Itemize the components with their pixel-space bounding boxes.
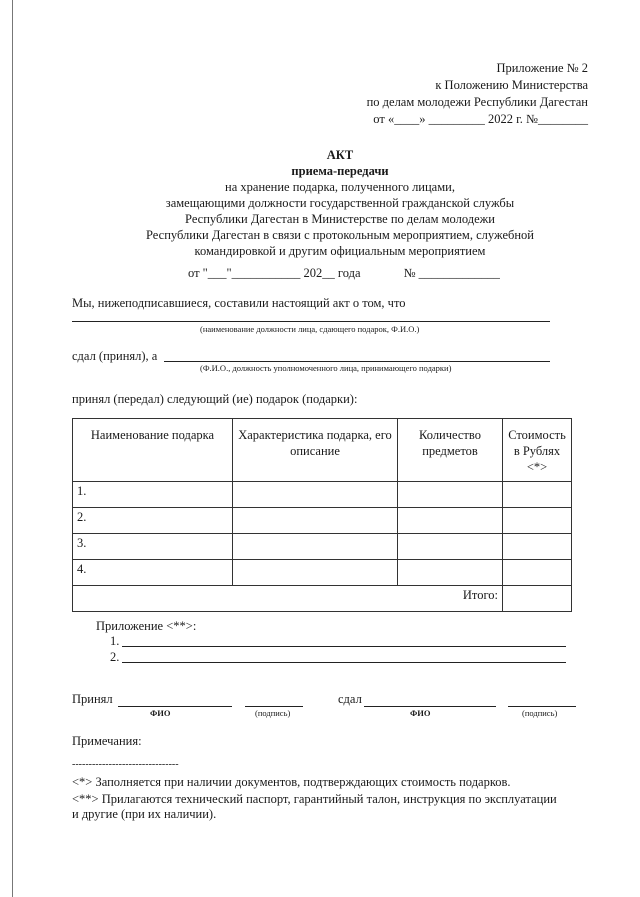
handed-sign-label: сдал xyxy=(338,692,362,706)
row-number[interactable]: 2. xyxy=(73,508,233,534)
date-field[interactable]: от "___"___________ 202__ года xyxy=(188,266,361,280)
handed-label: сдал (принял), а xyxy=(72,349,158,363)
note-2: <**> Прилагаются технический паспорт, гарантийный талон, инструкция по эксплуатации xyxy=(72,792,557,806)
total-cost[interactable] xyxy=(503,586,572,612)
cell-quantity[interactable] xyxy=(398,560,503,586)
title-kind: приема-передачи xyxy=(291,164,389,178)
notes-label: Примечания: xyxy=(72,734,142,748)
note-1: <*> Заполняется при наличии документов, подтверждающих стоимость подарков. xyxy=(72,775,511,789)
gifts-table xyxy=(72,418,572,612)
cell-description[interactable] xyxy=(233,560,398,586)
attachment-item-2: 2. xyxy=(110,650,120,664)
note-3: и другие (при их наличии). xyxy=(72,807,217,821)
attachment-item-1: 1. xyxy=(110,634,120,648)
attachments-label: Приложение <**>: xyxy=(96,619,197,633)
scan-edge-line xyxy=(12,0,13,897)
header-gift-name: Наименование подарка xyxy=(73,419,233,482)
table-row xyxy=(73,534,572,560)
date-number-line xyxy=(188,266,500,281)
handed-sign-line[interactable] xyxy=(508,706,576,707)
row-number[interactable]: 4. xyxy=(73,560,233,586)
row-number[interactable]: 1. xyxy=(73,482,233,508)
cell-quantity[interactable] xyxy=(398,508,503,534)
we-statement: Мы, нижеподписавшиеся, составили настоящий акт о том, что xyxy=(72,296,406,310)
giver-hint: (наименование должности лица, сдающего подарок, Ф.И.О.) xyxy=(200,324,420,334)
cell-description[interactable] xyxy=(233,534,398,560)
cell-quantity[interactable] xyxy=(398,482,503,508)
appendix-header xyxy=(328,60,588,128)
giver-line[interactable] xyxy=(72,321,550,322)
receiver-line[interactable] xyxy=(164,361,550,362)
accepted-sign-hint: (подпись) xyxy=(255,708,291,718)
row-number[interactable]: 3. xyxy=(73,534,233,560)
cell-description[interactable] xyxy=(233,482,398,508)
total-label: Итого: xyxy=(73,586,503,612)
header-quantity: Количество предметов xyxy=(398,419,503,482)
cell-quantity[interactable] xyxy=(398,534,503,560)
accepted-label: Принял xyxy=(72,692,113,706)
appendix-line-2: к Положению Министерства xyxy=(435,78,588,92)
appendix-line-3: по делам молодежи Республики Дагестан xyxy=(366,95,588,109)
attachment-line-1[interactable] xyxy=(122,646,566,647)
handed-sign-hint: (подпись) xyxy=(522,708,558,718)
table-row xyxy=(73,508,572,534)
cell-cost[interactable] xyxy=(503,560,572,586)
appendix-line-4: от «____» _________ 2022 г. №________ xyxy=(373,112,588,126)
title-line-5: Республики Дагестан в Министерстве по делам молодежи xyxy=(185,212,495,226)
accepted-sign-line[interactable] xyxy=(245,706,303,707)
cell-description[interactable] xyxy=(233,508,398,534)
received-statement: принял (передал) следующий (ие) подарок (подарки): xyxy=(72,392,358,406)
title-line-7: командировкой и другим официальным мероприятием xyxy=(194,244,486,258)
attachment-line-2[interactable] xyxy=(122,662,566,663)
title-line-3: на хранение подарка, полученного лицами, xyxy=(225,180,455,194)
handed-fio-line[interactable] xyxy=(364,706,496,707)
title-act: АКТ xyxy=(326,148,354,162)
table-total-row xyxy=(73,586,572,612)
accepted-fio-hint: ФИО xyxy=(150,708,171,718)
cell-cost[interactable] xyxy=(503,482,572,508)
number-field[interactable]: № _____________ xyxy=(403,266,500,280)
header-cost: Стоимость в Рублях <*> xyxy=(503,419,572,482)
table-row xyxy=(73,482,572,508)
cell-cost[interactable] xyxy=(503,534,572,560)
title-line-6: Республики Дагестан в связи с протокольным мероприятием, служебной xyxy=(146,228,534,242)
accepted-fio-line[interactable] xyxy=(118,706,232,707)
notes-separator: -------------------------------- xyxy=(72,759,179,770)
table-header-row xyxy=(73,419,572,482)
appendix-line-1: Приложение № 2 xyxy=(496,61,588,75)
table-row xyxy=(73,560,572,586)
document-title xyxy=(130,147,550,259)
cell-cost[interactable] xyxy=(503,508,572,534)
receiver-hint: (Ф.И.О., должность уполномоченного лица, принимающего подарки) xyxy=(200,363,452,373)
header-gift-description: Характеристика подарка, его описание xyxy=(233,419,398,482)
title-line-4: замещающими должности государственной гражданской службы xyxy=(165,196,515,210)
handed-fio-hint: ФИО xyxy=(410,708,431,718)
